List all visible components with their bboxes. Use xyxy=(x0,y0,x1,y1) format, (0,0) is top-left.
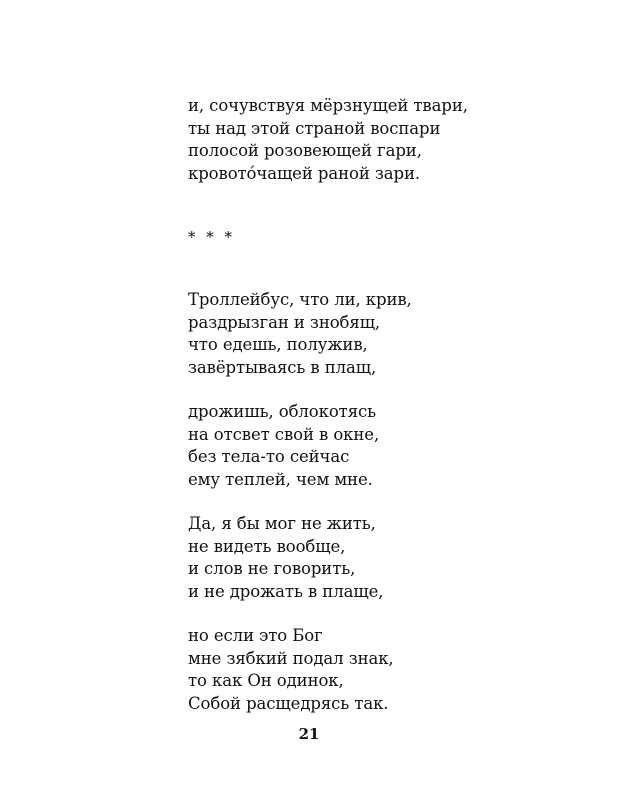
poem-line: Да, я бы мог не жить, xyxy=(188,514,376,533)
poem-line: завёртываясь в плащ, xyxy=(188,357,377,377)
poem-line: то как Он одинок, xyxy=(188,671,344,690)
poem-line: что едешь, полужив, xyxy=(188,335,368,354)
stanza-4 xyxy=(188,625,568,715)
poem-line: без тела-то сейчас xyxy=(188,447,350,466)
poem-line: ты над этой страной воспари xyxy=(188,118,441,138)
stanza-1 xyxy=(188,289,568,379)
poem-line: и слов не говорить, xyxy=(188,559,356,578)
poem-line: и не дрожать в плаще, xyxy=(188,581,384,601)
poem-line: не видеть вообще, xyxy=(188,536,346,556)
page-number: 21 xyxy=(298,725,320,743)
section-separator: * * * xyxy=(188,228,236,246)
stanza-2 xyxy=(188,401,568,491)
stanza-3 xyxy=(188,513,568,603)
poem-ending-stanza xyxy=(188,95,568,185)
poem-line: полосой розовеющей гари, xyxy=(188,141,422,160)
poem-line: кровото́чащей раной зари. xyxy=(188,163,421,183)
poem-line: мне зябкий подал знак, xyxy=(188,648,394,668)
poem-line: на отсвет свой в окне, xyxy=(188,424,380,444)
text-block xyxy=(188,95,568,715)
poem-line: раздрызган и знобящ, xyxy=(188,312,381,332)
poem-line: Собой расщедрясь так. xyxy=(188,693,389,713)
poem-line: ему теплей, чем мне. xyxy=(188,469,373,489)
poem-line: дрожишь, облокотясь xyxy=(188,402,377,421)
poem-line: и, сочувствуя мёрзнущей твари, xyxy=(188,96,468,115)
poem-line: но если это Бог xyxy=(188,626,323,645)
poem-line: Троллейбус, что ли, крив, xyxy=(188,290,412,309)
